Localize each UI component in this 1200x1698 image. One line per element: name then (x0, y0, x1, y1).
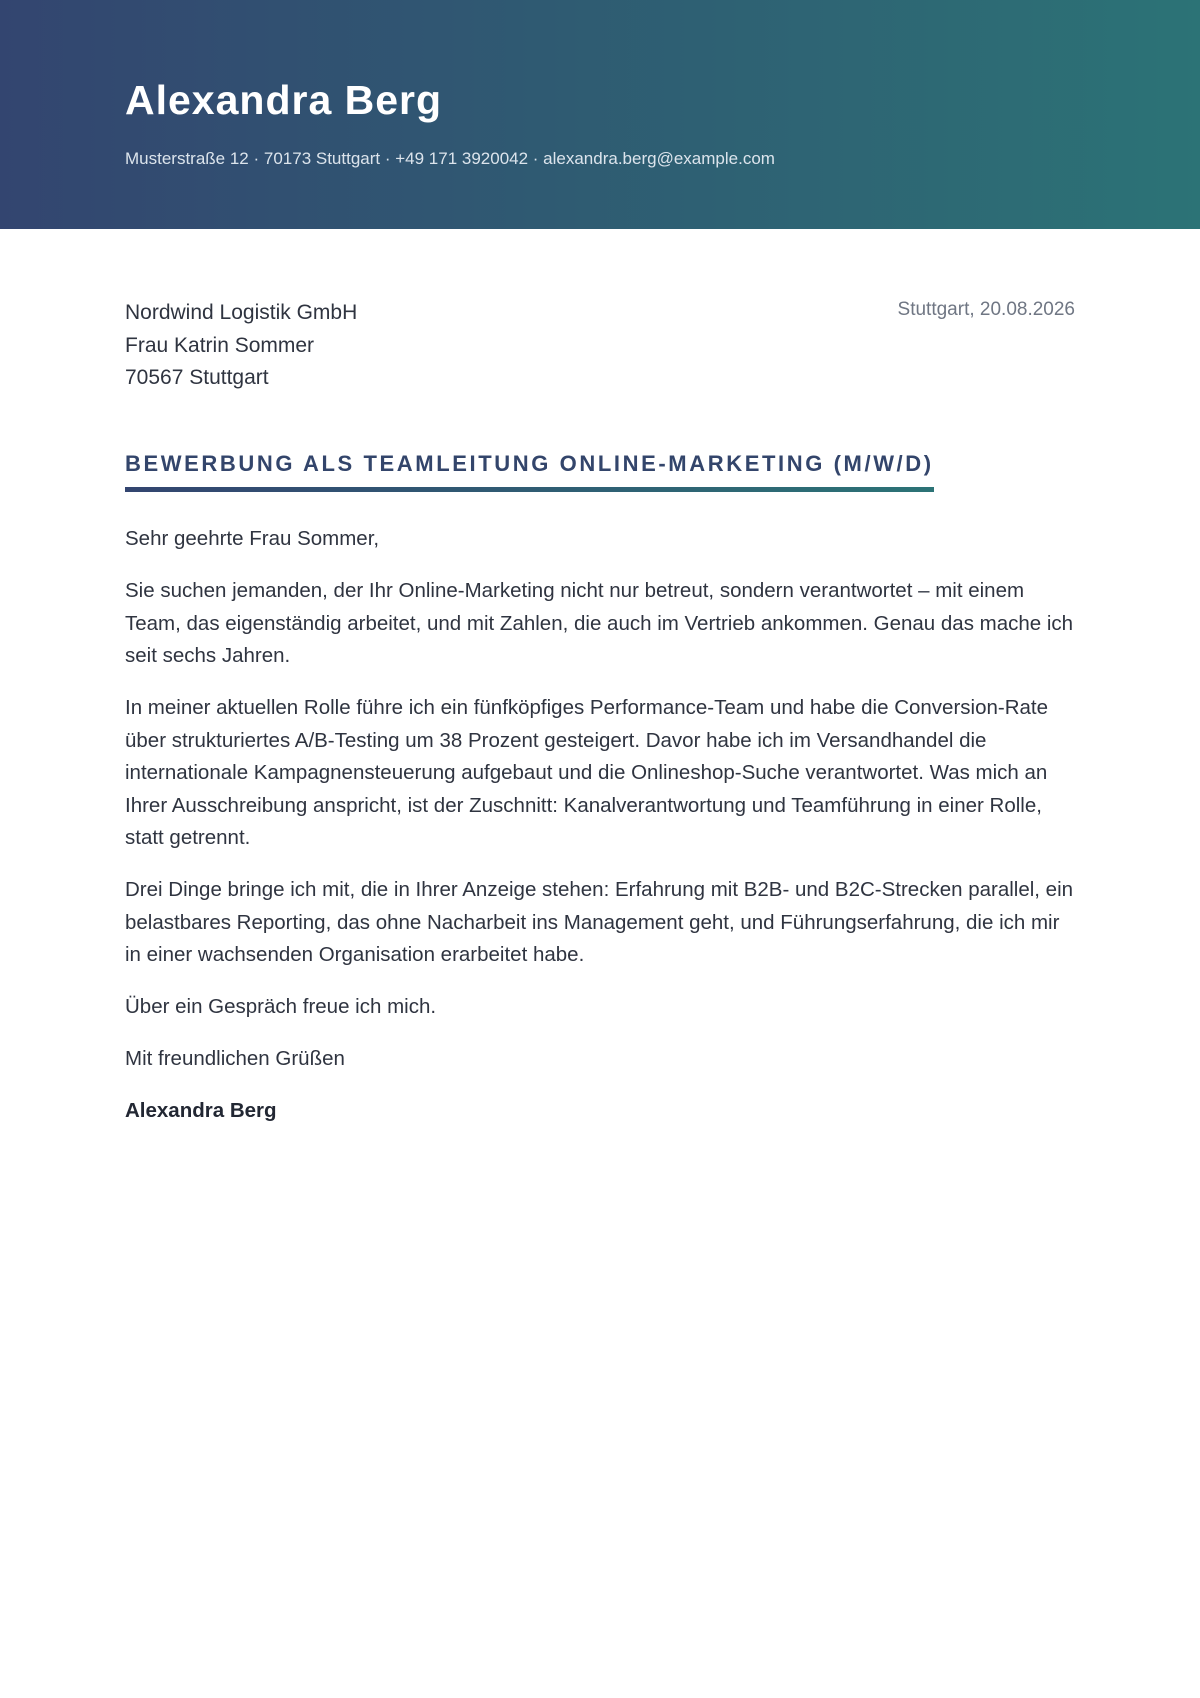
signature-name: Alexandra Berg (125, 1099, 277, 1122)
recipient-address (125, 297, 357, 395)
paragraph: Sie suchen jemanden, der Ihr Online-Marketing nicht nur betreut, sondern verantwortet – mit einem Team, das eigenständig arbeitet, und mit Zahlen, die auch im Vertrieb ankommen. Genau das mache ich seit sechs Jahren. (125, 579, 1074, 667)
letter-header (0, 0, 1200, 229)
recipient-city: 70567 Stuttgart (125, 366, 269, 389)
letter-body (125, 523, 1075, 1147)
recipient-company: Nordwind Logistik GmbH (125, 301, 358, 324)
subject-line: BEWERBUNG ALS TEAMLEITUNG ONLINE-MARKETING (M/W/D) (125, 451, 934, 476)
closing: Mit freundlichen Grüßen (125, 1047, 345, 1070)
sender-name: Alexandra Berg (125, 77, 443, 123)
sender-contact-line: Musterstraße 12 · 70173 Stuttgart · +49 171 3920042 · alexandra.berg@example.com (125, 149, 775, 168)
subject-block (125, 450, 934, 492)
paragraph: In meiner aktuellen Rolle führe ich ein fünfköpfiges Performance-Team und habe die Conversion-Rate über strukturiertes A/B-Testing um 38 Prozent gesteigert. Davor habe ich im Versandhandel die internationale Kampagnensteuerung aufgebaut und die Onlineshop-Suche verantwortet. Was mich an Ihrer Ausschreibung anspricht, ist der Zuschnitt: Kanalverantwortung und Teamführung in einer Rolle, statt getrennt. (125, 696, 1049, 849)
letter-date: Stuttgart, 20.08.2026 (897, 299, 1075, 320)
recipient-person: Frau Katrin Sommer (125, 333, 315, 357)
salutation: Sehr geehrte Frau Sommer, (125, 527, 380, 550)
paragraph: Über ein Gespräch freue ich mich. (125, 995, 437, 1018)
paragraph: Drei Dinge bringe ich mit, die in Ihrer Anzeige stehen: Erfahrung mit B2B- und B2C-Strecken parallel, ein belastbares Reporting, das ohne Nacharbeit ins Management geht, und Führungserfahrung, die ich mir in einer wachsenden Organisation erarbeitet habe. (125, 878, 1074, 966)
